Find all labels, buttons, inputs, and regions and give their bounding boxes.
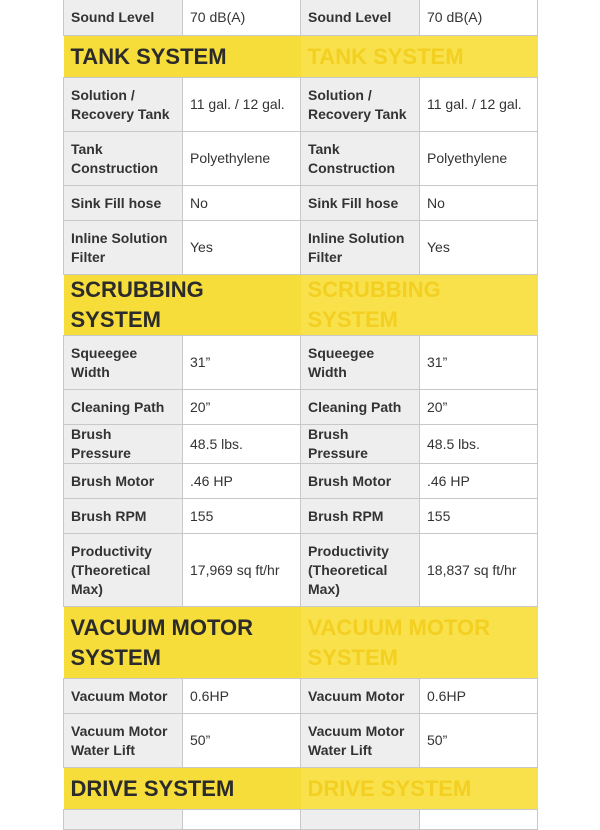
spec-label-right: Brush Pressure [301,425,420,464]
spec-value-left: 31” [183,336,301,390]
spec-value-right: 155 [420,499,538,534]
spec-label-left: Squeegee Width [64,336,183,390]
spec-value-left: Yes [183,221,301,275]
spec-value-right: 50” [420,714,538,768]
spec-value-left: No [183,186,301,221]
table-row [64,499,538,534]
table-row [64,132,538,186]
spec-label-right: Tank Construction [301,132,420,186]
spec-value-right: 70 dB(A) [420,0,538,36]
spec-value-left: 70 dB(A) [183,0,301,36]
spec-label-right: Vacuum Motor [301,679,420,714]
table-row [64,186,538,221]
spec-value-left: 11 gal. / 12 gal. [183,78,301,132]
spec-label-left: Brush RPM [64,499,183,534]
spec-label-right: Inline Solution Filter [301,221,420,275]
spec-label-left: Productivity (Theoretical Max) [64,534,183,607]
spec-value-right: 18,837 sq ft/hr [420,534,538,607]
section-title-right: SCRUBBING SYSTEM [301,275,538,336]
section-title-left: DRIVE SYSTEM [64,768,301,810]
spec-value-right: .46 HP [420,464,538,499]
spec-label-right: Cleaning Path [301,390,420,425]
section-header-drive [64,768,538,810]
spec-label-left: Cleaning Path [64,390,183,425]
section-header-scrubbing [64,275,538,336]
section-title-left: VACUUM MOTOR SYSTEM [64,607,301,679]
spec-value-left: Polyethylene [183,132,301,186]
table-row [64,534,538,607]
table-row [64,714,538,768]
spec-label-right: Sound Level [301,0,420,36]
spec-value-left: 50” [183,714,301,768]
spec-label-left: Vacuum Motor Water Lift [64,714,183,768]
spec-label-left: Brush Pressure [64,425,183,464]
spec-label-right: Brush RPM [301,499,420,534]
section-title-right: VACUUM MOTOR SYSTEM [301,607,538,679]
spec-label-right: Squeegee Width [301,336,420,390]
spec-value-left: .46 HP [183,464,301,499]
section-title-left: SCRUBBING SYSTEM [64,275,301,336]
spec-label-left: Brush Motor [64,464,183,499]
spec-label-left: Inline Solution Filter [64,221,183,275]
spec-label-right: Brush Motor [301,464,420,499]
spec-label-left: Sound Level [64,0,183,36]
spec-value-right: 48.5 lbs. [420,425,538,464]
spec-value-right: Polyethylene [420,132,538,186]
section-header-tank [64,36,538,78]
spec-value-right: Yes [420,221,538,275]
section-title-left: TANK SYSTEM [64,36,301,78]
spec-label-right: Productivity (Theoretical Max) [301,534,420,607]
spec-value-right: 20” [420,390,538,425]
table-row [64,464,538,499]
table-row [64,390,538,425]
spec-value-left: 17,969 sq ft/hr [183,534,301,607]
spec-label-left: Sink Fill hose [64,186,183,221]
spec-value-left: 155 [183,499,301,534]
spec-value-right: 31” [420,336,538,390]
spec-value-right: 0.6HP [420,679,538,714]
spec-label-right: Sink Fill hose [301,186,420,221]
table-row [64,336,538,390]
spec-comparison-table [63,0,538,830]
section-title-right: DRIVE SYSTEM [301,768,538,810]
table-row [64,0,538,36]
spec-value-right: No [420,186,538,221]
section-title-right: TANK SYSTEM [301,36,538,78]
table-row [64,679,538,714]
spec-label-left: Tank Construction [64,132,183,186]
table-row [64,425,538,464]
spec-value-left: 20” [183,390,301,425]
spec-table-container [63,0,537,830]
spec-label-left: Vacuum Motor [64,679,183,714]
spec-label-right: Solution / Recovery Tank [301,78,420,132]
table-row [64,221,538,275]
spec-label-left: Solution / Recovery Tank [64,78,183,132]
section-header-vacuum [64,607,538,679]
table-row [64,78,538,132]
spec-value-right: 11 gal. / 12 gal. [420,78,538,132]
spec-value-left: 48.5 lbs. [183,425,301,464]
spec-label-right: Vacuum Motor Water Lift [301,714,420,768]
table-row [64,810,538,830]
spec-value-left: 0.6HP [183,679,301,714]
